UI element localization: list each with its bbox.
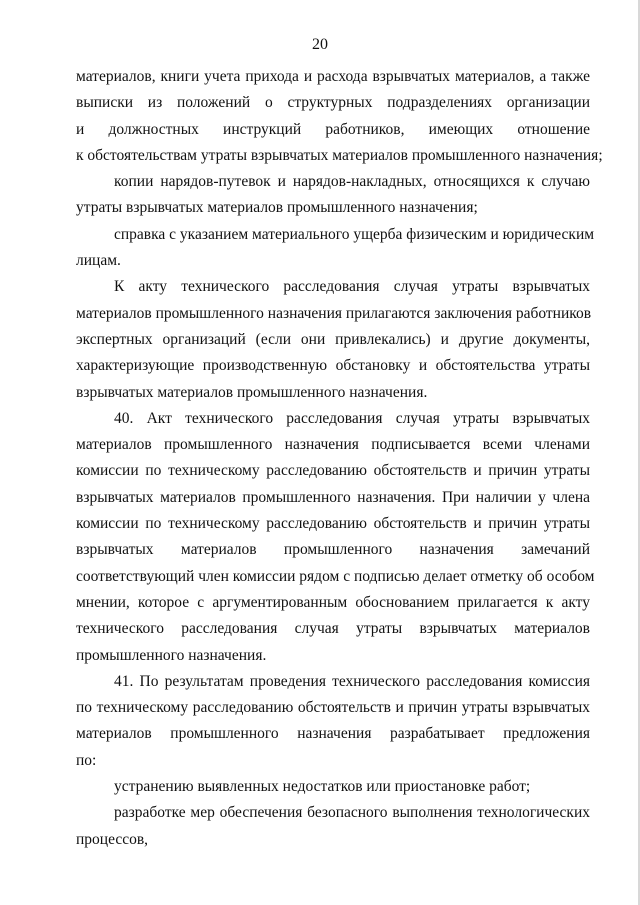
text-line: материалов промышленного назначения прилагаются заключения работников xyxy=(76,304,592,322)
paragraph xyxy=(76,800,590,853)
text-line: процессов, xyxy=(76,830,149,848)
text-line: справка с указанием материального ущерба физическим и юридическим xyxy=(114,225,595,243)
text-line: взрывчатых материалов промышленного назначения. При наличии у члена xyxy=(76,488,590,506)
paragraph xyxy=(76,274,590,405)
text-line: и должностных инструкций работников, имеющих отношение xyxy=(76,120,590,138)
text-line: по техническому расследованию обстоятельств и причин утраты взрывчатых xyxy=(76,699,590,717)
text-line: утраты взрывчатых материалов промышленного назначения; xyxy=(76,199,478,217)
text-line: по: xyxy=(76,751,97,769)
text-line: копии нарядов-путевок и нарядов-накладных, относящихся к случаю xyxy=(114,173,590,191)
text-line: К акту технического расследования случая утраты взрывчатых xyxy=(114,278,590,296)
text-line: технического расследования случая утраты взрывчатых материалов xyxy=(76,620,590,638)
text-line: 41. По результатам проведения технического расследования комиссия xyxy=(114,672,590,690)
paragraph xyxy=(76,169,590,222)
text-line: комиссии по техническому расследованию обстоятельств и причин утраты xyxy=(76,515,590,533)
text-line: экспертных организаций (если они привлекались) и другие документы, xyxy=(76,330,590,348)
text-line: материалов промышленного назначения подписывается всеми членами xyxy=(76,436,590,454)
page-number: 20 xyxy=(312,36,328,53)
text-line: материалов, книги учета прихода и расхода взрывчатых материалов, а также xyxy=(76,68,590,85)
text-line: к обстоятельствам утраты взрывчатых материалов промышленного назначения; xyxy=(76,146,603,164)
paragraph xyxy=(76,669,590,774)
text-line: выписки из положений о структурных подразделениях организации xyxy=(76,94,590,112)
text-line: устранению выявленных недостатков или приостановке работ; xyxy=(114,778,531,796)
text-line: взрывчатых материалов промышленного назначения замечаний xyxy=(76,541,590,559)
paragraph xyxy=(76,222,595,275)
text-line: мнении, которое с аргументированным обоснованием прилагается к акту xyxy=(76,593,590,611)
paragraph xyxy=(76,406,595,669)
text-line: промышленного назначения. xyxy=(76,646,267,664)
text-line: соответствующий член комиссии рядом с подписью делает отметку об особом xyxy=(76,567,595,585)
document-body xyxy=(76,64,603,853)
text-line: комиссии по техническому расследованию обстоятельств и причин утраты xyxy=(76,462,590,480)
paragraph xyxy=(76,64,603,169)
text-line: взрывчатых материалов промышленного назначения. xyxy=(76,383,428,401)
text-line: разработке мер обеспечения безопасного выполнения технологических xyxy=(114,804,590,822)
text-line: характеризующие производственную обстановку и обстоятельства утраты xyxy=(76,357,590,375)
text-line: материалов промышленного назначения разрабатывает предложения xyxy=(76,725,590,743)
text-line: лицам. xyxy=(76,252,121,270)
paragraph xyxy=(76,774,590,800)
text-line: 40. Акт технического расследования случая утраты взрывчатых xyxy=(114,409,590,427)
